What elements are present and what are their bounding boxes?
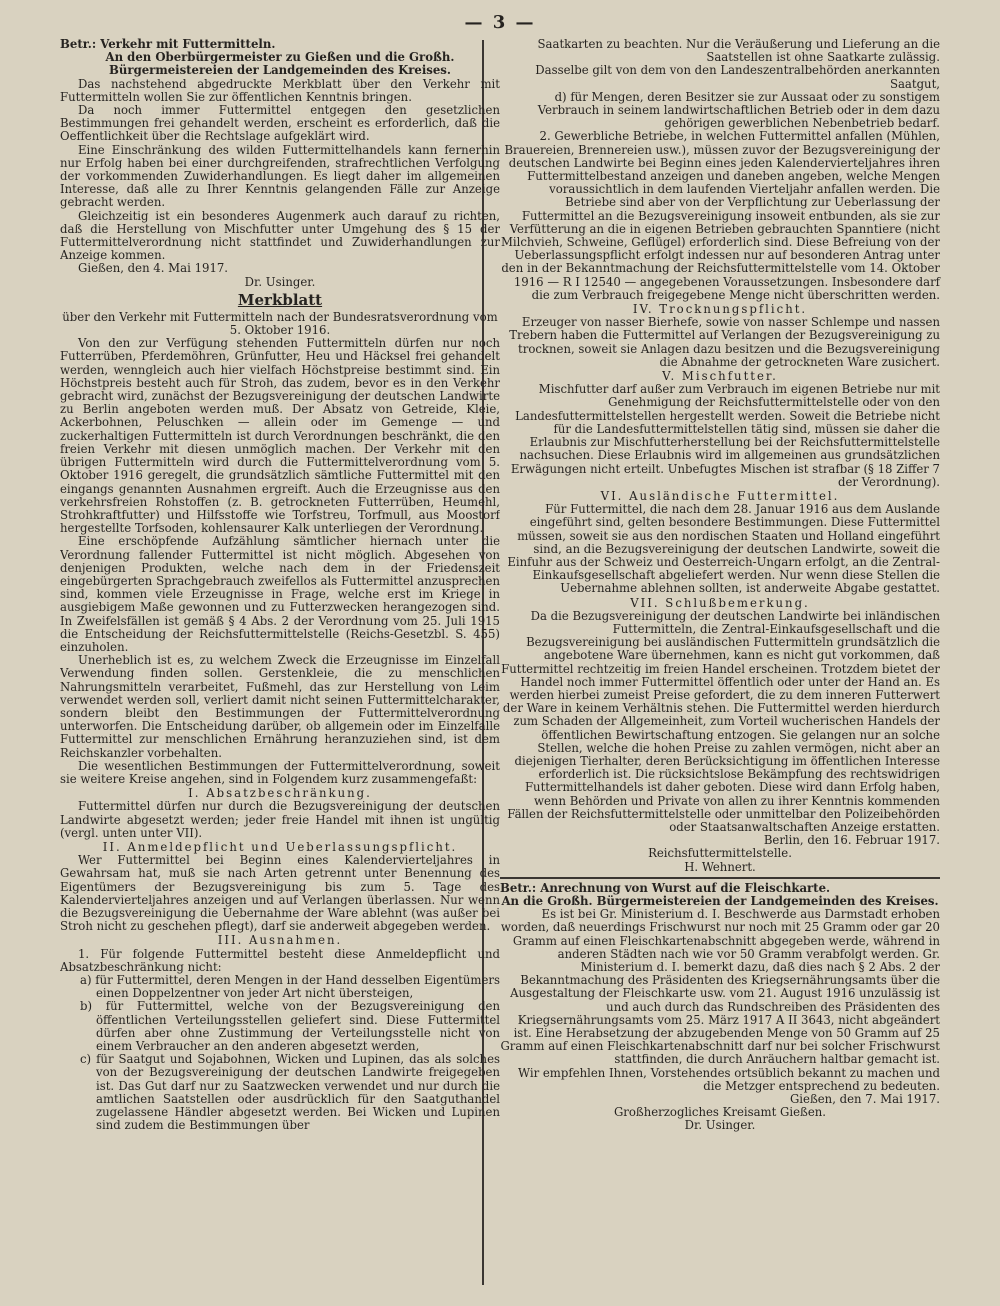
section-heading: IV. Trocknungspflicht. bbox=[632, 302, 808, 317]
organization-line: Großherzogliches Kreisamt Gießen. bbox=[613, 1105, 827, 1120]
date-line: Gießen, den 7. Mai 1917. bbox=[789, 1092, 940, 1107]
paragraph: Das nachstehend abgedruckte Merkblatt über den Verkehr mit Futtermitteln wollen Sie zur öffentlichen Kenntnis bringen. bbox=[60, 76, 500, 104]
list-item: d) für Mengen, deren Besitzer sie zur Aussaat oder zu sonstigem Verbrauch in seinem landwirtschaftlichen Betrieb oder in dem dazu gehörigen gewerblichen Nebenbetrieb bedarf. bbox=[537, 89, 940, 131]
paragraph: 1. Für folgende Futtermittel besteht diese Anmeldepflicht und Absatzbeschränkung nicht: bbox=[60, 946, 500, 974]
paragraph: Wir empfehlen Ihnen, Vorstehendes ortsüblich bekannt zu machen und die Metzger entsprechend zu bedeuten. bbox=[518, 1065, 940, 1093]
paragraph: Für Futtermittel, die nach dem 28. Januar 1916 aus dem Auslande eingeführt sind, gelten besondere Bestimmungen. Diese Futtermittel müssen, soweit sie aus den nordischen Staaten und Holland eingeführt sind, an die Bezugsvereinigung der deutschen Landwirte, soweit die Einfuhr aus der Schweiz und Oesterreich-Ungarn erfolgt, an die Zentral-Einkaufsgesellschaft abgeliefert werden. Nur wenn diese Stellen die Uebernahme ablehnen sollten, ist anderweite Abgabe gestattet. bbox=[507, 502, 940, 596]
list-item: c) für Saatgut und Sojabohnen, Wicken und Lupinen, das als solches von der Bezugsvereinigung der deutschen Landwirte freigegeben ist. Das Gut darf nur zu Saatzwecken verwendet und nur durch die amtlichen Saatstellen oder ausdrücklich für den Saatguthandel zugelassene Händler abgesetzt werden. Bei Wicken und Lupinen sind zudem die Bestimmungen über bbox=[80, 1052, 500, 1133]
paragraph: Es ist bei Gr. Ministerium d. I. Beschwerde aus Darmstadt erhoben worden, daß neuerdings Frischwurst nur noch mit 25 Gramm oder gar 20 Gramm auf einen Fleischkartenabschnitt abgegeben werde, während in anderen Städten nach wie vor 50 Gramm verabfolgt werden. Gr. Ministerium d. I. bemerkt dazu, daß dies nach § 2 Abs. 2 der Bekanntmachung des Präsidenten des Kriegsernährungsamts über die Ausgestaltung der Fleischkarte usw. vom 21. August 1916 unzulässig ist und auch durch das Rundschreiben des Präsidenten des Kriegsernährungsamts vom 25. März 1917 A II 3643, nicht abgeändert ist. Eine Herabsetzung der abzugebenden Menge von 50 Gramm auf 25 Gramm auf einen Fleischkartenabschnitt darf nur bei solcher Frischwurst stattfinden, die durch Anräuchern haltbar gemacht ist. bbox=[500, 907, 940, 1067]
date-line: Berlin, den 16. Februar 1917. bbox=[763, 833, 940, 848]
paragraph: 2. Gewerbliche Betriebe, in welchen Futtermittel anfallen (Mühlen, Brauereien, Brennereien usw.), müssen zuvor der Bezugsvereinigung der deutschen Landwirte bei Beginn eines jeden Kalendervierteljahres ihren Futtermittelbestand anzeigen und daneben angeben, welche Mengen voraussichtlich in dem laufenden Vierteljahr anfallen werden. Die Betriebe sind aber von der Verpflichtung zur Ueberlassung der Futtermittel an die Bezugsvereinigung insoweit entbunden, als sie zur Verfütterung an die in eigenen Betrieben gebrauchten Spanntiere (nicht Milchvieh, Schweine, Geflügel) erforderlich sind. Diese Befreiung von der Ueberlassungspflicht erfolgt indessen nur auf besonderen Antrag unter den in der Bekanntmachung der Reichsfuttermittelstelle vom 14. Oktober 1916 — R I 12540 — angegebenen Voraussetzungen. Insbesondere darf die zum Verbrauch freigegebene Menge nicht überschritten werden. bbox=[500, 129, 940, 302]
addressee-heading: An den Oberbürgermeister zu Gießen und die Großh. Bürgermeistereien der Landgemeinden des Kreises. bbox=[105, 50, 455, 78]
date-line: Gießen, den 4. Mai 1917. bbox=[78, 261, 229, 276]
section-heading: III. Ausnahmen. bbox=[217, 933, 343, 948]
section-divider bbox=[500, 877, 940, 879]
section-heading: II. Anmeldepflicht und Ueberlassungspflicht. bbox=[102, 839, 458, 854]
right-column bbox=[500, 38, 970, 1288]
organization-line: Reichsfuttermittelstelle. bbox=[648, 846, 792, 861]
signature: H. Wehnert. bbox=[684, 859, 756, 874]
paragraph: Mischfutter darf außer zum Verbrauch im eigenen Betriebe nur mit Genehmigung der Reichsfuttermittelstelle oder von den Landesfuttermittelstellen hergestellt werden. Soweit die Betriebe nicht für die Landesfuttermittelstellen tätig sind, müssen sie daher die Erlaubnis zur Mischfutterherstellung bei der Reichsfuttermittelstelle nachsuchen. Diese Erlaubnis wird im allgemeinen aus grundsätzlichen Erwägungen nicht erteilt. Unbefugtes Mischen ist strafbar (§ 18 Ziffer 7 der Verordnung). bbox=[510, 382, 940, 489]
subject-line: Betr.: Anrechnung von Wurst auf die Fleischkarte. bbox=[500, 880, 831, 895]
section-heading: I. Absatzbeschränkung. bbox=[188, 786, 372, 801]
paragraph: Die wesentlichen Bestimmungen der Futtermittelverordnung, soweit sie weitere Kreise angehen, sind in Folgendem kurz zusammengefaßt: bbox=[60, 758, 500, 786]
paragraph: Unerheblich ist es, zu welchem Zweck die Erzeugnisse im Einzelfall Verwendung finden sollen. Gerstenkleie, die zu menschlichen Nahrungsmitteln verarbeitet, Fußmehl, das zur Herstellung von Leim verwendet werden soll, verliert damit nicht seinen Futtermittelcharakter, sondern bleibt den Bestimmungen der Futtermittelverordnung unterworfen. Die Entscheidung darüber, ob allgemein oder im Einzelfalle Futtermittel zur menschlichen Ernährung heranzuziehen sind, ist dem Reichskanzler vorbehalten. bbox=[60, 653, 500, 760]
merkblatt-subtitle: über den Verkehr mit Futtermitteln nach der Bundesratsverordnung vom 5. Oktober 1916. bbox=[62, 309, 498, 338]
paragraph: Futtermittel dürfen nur durch die Bezugsvereinigung der deutschen Landwirte abgesetzt werden; jeder freie Handel mit ihnen ist ungültig (vergl. unten unter VII). bbox=[60, 799, 500, 840]
signature: Dr. Usinger. bbox=[244, 274, 316, 289]
paragraph: Gleichzeitig ist ein besonderes Augenmerk auch darauf zu richten, daß die Herstellung von Mischfutter unter Umgehung des § 15 der Futtermittelverordnung nicht stattfindet und Zuwiderhandlungen zur Anzeige kommen. bbox=[60, 208, 500, 263]
list-item-continuation: Saatkarten zu beachten. Nur die Veräußerung und Lieferung an die Saatstellen ist ohne Saatkarte zulässig. bbox=[537, 38, 940, 65]
section-heading: VII. Schlußbemerkung. bbox=[630, 595, 810, 610]
paragraph: Erzeuger von nasser Bierhefe, sowie von nasser Schlempe und nassen Trebern haben die Futtermittel auf Verlangen der Bezugsvereinigung zu trocknen, soweit sie Anlagen dazu besitzen und die Bezugsvereinigung die Abnahme der getrockneten Ware zusichert. bbox=[509, 315, 940, 369]
section-heading: VI. Ausländische Futtermittel. bbox=[600, 488, 840, 503]
page-number: — 3 — bbox=[464, 12, 536, 33]
addressee-heading: An die Großh. Bürgermeistereien der Landgemeinden des Kreises. bbox=[501, 894, 939, 908]
list-item-continuation: Dasselbe gilt von dem von den Landeszentralbehörden anerkannten Saatgut, bbox=[535, 63, 940, 91]
list-item: a) für Futtermittel, deren Mengen in der Hand desselben Eigentümers einen Doppelzentner von jeder Art nicht übersteigen, bbox=[80, 973, 500, 1001]
paragraph: Wer Futtermittel bei Beginn eines Kalendervierteljahres in Gewahrsam hat, muß sie nach Arten getrennt unter Benennung des Eigentümers der Bezugsvereinigung bis zum 5. Tage des Kalendervierteljahres anzeigen und auf Verlangen überlassen. Nur wenn die Bezugsvereinigung die Uebernahme der Ware ablehnt (was außer bei Stroh nicht zu geschehen pflegt), darf sie anderweit abgegeben werden. bbox=[60, 853, 500, 934]
section-heading: V. Mischfutter. bbox=[662, 369, 778, 384]
paragraph: Da noch immer Futtermittel entgegen den gesetzlichen Bestimmungen frei gehandelt werden, erscheint es erforderlich, daß die Oeffentlichkeit über die Rechtslage aufgeklärt wird. bbox=[60, 103, 500, 144]
left-column bbox=[60, 38, 500, 1288]
signature: Dr. Usinger. bbox=[684, 1118, 756, 1133]
subject-line: Betr.: Verkehr mit Futtermitteln. bbox=[60, 38, 276, 51]
paragraph: Von den zur Verfügung stehenden Futtermitteln dürfen nur noch Futterrüben, Pferdemöhren, Grünfutter, Heu und Häcksel frei gehandelt werden, wenngleich auch hier vielfach Höchstpreise bestimmt sind. Ein Höchstpreis besteht auch für Stroh, das zudem, bevor es in den Verkehr gebracht wird, zunächst der Bezugsvereinigung der deutschen Landwirte zu Berlin angeboten werden muß. Der Absatz von Getreide, Kleie, Ackerbohnen, Peluschken — allein oder im Gemenge — und zuckerhaltigen Futtermitteln ist durch Verordnungen beschränkt, die den freien Verkehr mit diesen unmöglich machen. Der Verkehr mit den übrigen Futtermitteln wird durch die Futtermittelverordnung vom 5. Oktober 1916 geregelt, die grundsätzlich sämtliche Futtermittel mit den eingangs genannten Ausnahmen ergreift. Auch die Erzeugnisse aus den verkehrsfreien Rohstoffen (z. B. getrockneten Futterrüben, Heumehl, Strohkraftfutter) und Hilfsstoffe wie Torfstreu, Torfmull, aus Moostorf hergestellte Torfsoden, kohlensaurer Kalk unterliegen der Verordnung. bbox=[60, 336, 500, 536]
merkblatt-title: Merkblatt bbox=[237, 290, 323, 309]
paragraph: Eine erschöpfende Aufzählung sämtlicher hiernach unter die Verordnung fallender Futtermittel ist nicht möglich. Abgesehen von denjenigen Produkten, welche nach dem in der Friedenszeit eingebürgerten Sprachgebrauch zweifellos als Futtermittel anzusprechen sind, kommen viele Erzeugnisse in Frage, welche erst im Kriege in ausgiebigem Maße gewonnen und zu Futterzwecken herangezogen sind. In Zweifelsfällen ist gemäß § 4 Abs. 2 der Verordnung vom 25. Juli 1915 die Entscheidung der Reichsfuttermittelstelle (Reichs-Gesetzbl. S. 455) einzuholen. bbox=[60, 534, 500, 654]
paragraph: Da die Bezugsvereinigung der deutschen Landwirte bei inländischen Futtermitteln, die Zentral-Einkaufsgesellschaft und die Bezugsvereinigung bei ausländischen Futtermitteln grundsätzlich die angebotene Ware übernehmen, kann es nicht gut vorkommen, daß Futtermittel rechtzeitig im freien Handel erscheinen. Trotzdem bietet der Handel noch immer Futtermittel öffentlich oder unter der Hand an. Es werden hierbei zumeist Preise gefordert, die zu dem inneren Futterwert der Ware in keinem Verhältnis stehen. Die Futtermittel werden hierdurch zum Schaden der Allgemeinheit, zum Vorteil wucherischen Handels der öffentlichen Bewirtschaftung entzogen. Sie gelangen nur an solche Stellen, welche die hohen Preise zu zahlen vermögen, nicht aber an diejenigen Tierhalter, deren Berücksichtigung im öffentlichen Interesse erforderlich ist. Die rücksichtslose Bekämpfung des rechtswidrigen Futtermittelhandels ist daher geboten. Diese wird dann Erfolg haben, wenn Behörden und Private von allen zu ihrer Kenntnis kommenden Fällen der Reichsfuttermittelstelle oder unmittelbar den Polizeibehörden oder Staatsanwaltschaften Anzeige erstatten. bbox=[501, 608, 940, 834]
list-item: b) für Futtermittel, welche von der Bezugsvereinigung den öffentlichen Verteilungsstellen geliefert sind. Diese Futtermittel dürfen aber ohne Zustimmung der Verteilungsstelle nicht von einem Verbraucher an den anderen abgesetzt werden, bbox=[80, 999, 500, 1054]
paragraph: Eine Einschränkung des wilden Futtermittelhandels kann fernerhin nur Erfolg haben bei einer durchgreifenden, strafrechtlichen Verfolgung der vorkommenden Zuwiderhandlungen. Es liegt daher im allgemeinen Interesse, daß alle zu Ihrer Kenntnis gelangenden Fälle zur Anzeige gebracht werden. bbox=[60, 142, 500, 210]
